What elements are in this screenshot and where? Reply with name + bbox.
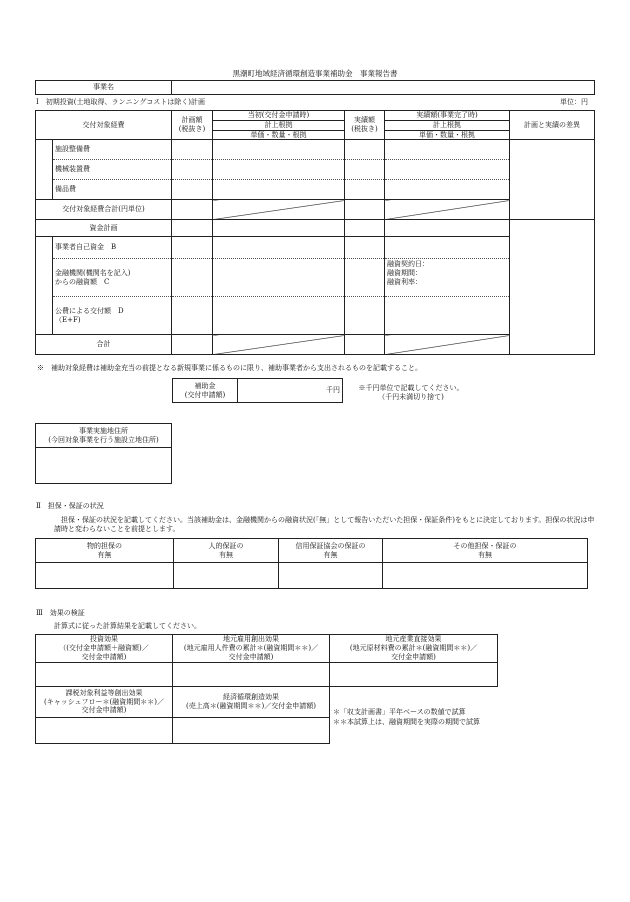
investment-plan-table: [35, 110, 595, 355]
actual-amount-equipment[interactable]: [345, 180, 385, 200]
plan-funding-basis-cell: [213, 220, 345, 237]
business-name-label: 事業名: [36, 81, 172, 95]
funding-public: 公費による交付額 D （E+F): [53, 297, 172, 335]
expense-indent-cell: [36, 140, 53, 200]
collateral-guarantee-header: 信用保証協会の保証の 有無: [279, 539, 383, 563]
industry-effect-field[interactable]: [330, 663, 498, 687]
expense-note: ※ 補助対象経費は補助金充当の前提となる新規事業に係るものに限り、補助事業者から支出されるものを記載すること。: [37, 364, 422, 372]
plan-funding-public[interactable]: [172, 297, 213, 335]
funding-heading: 資金計画: [36, 220, 172, 237]
section1-heading: Ⅰ 初期投資(土地取得、ランニングコストは除く)計画: [36, 98, 205, 106]
actual-subtotal-diagonal: [385, 200, 510, 220]
col-plan-basis-detail: 単価・数量・根拠: [213, 130, 345, 140]
col-plan-basis-header: 計上根拠: [213, 120, 345, 130]
unit-label: 単位：円: [560, 98, 588, 106]
plan-basis-self[interactable]: [213, 237, 345, 259]
collateral-guarantee-field[interactable]: [279, 563, 383, 589]
section2-description: 担保・保証の状況を記載してください。当該補助金は、金融機関からの融資状況(「無」として報告いただいた担保・保証条件)をもとに決定しております。担保の状況は申請時と変わらないことを前提とします。: [54, 516, 595, 534]
subsidy-table: [172, 378, 343, 403]
actual-total[interactable]: [345, 335, 385, 355]
col-plan-group-header: 当初(交付金申請時): [213, 111, 345, 121]
collateral-personal-header: 人的保証の 有無: [174, 539, 279, 563]
plan-amount-facility[interactable]: [172, 140, 213, 160]
business-name-field[interactable]: [172, 81, 595, 95]
col-actual-group-header: 実績額(事業完了時): [385, 111, 510, 121]
plan-total[interactable]: [172, 335, 213, 355]
site-address-field[interactable]: [36, 448, 172, 484]
economic-cycle-effect-header: 経済循環創造効果 (売上高＊(融資期間＊＊)／交付金申請額): [173, 687, 330, 718]
collateral-table: [35, 538, 588, 589]
actual-subtotal[interactable]: [345, 200, 385, 220]
total-label: 合計: [36, 335, 172, 355]
funding-bank: 金融機関(機関名を記入) からの融資額 C: [53, 259, 172, 297]
actual-basis-machinery[interactable]: [385, 160, 510, 180]
funding-self: 事業者自己資金 B: [53, 237, 172, 259]
funding-indent-cell: [36, 237, 53, 335]
actual-funding-heading-cell: [345, 220, 385, 237]
site-address-label: 事業実施地住所 (今回対象事業を行う施設立地住所): [36, 424, 172, 448]
col-actual-basis-header: 計上根拠: [385, 120, 510, 130]
plan-basis-bank[interactable]: [213, 259, 345, 297]
actual-funding-bank[interactable]: [345, 259, 385, 297]
loan-info[interactable]: 融資契約日： 融資期間： 融資利率：: [385, 259, 510, 297]
actual-funding-public[interactable]: [345, 297, 385, 335]
plan-funding-heading-cell: [172, 220, 213, 237]
actual-amount-machinery[interactable]: [345, 160, 385, 180]
col-plan-amount-header: 計画額 (税抜き): [172, 111, 213, 140]
effects-table-top: [35, 634, 498, 687]
actual-basis-equipment[interactable]: [385, 180, 510, 200]
actual-basis-self[interactable]: [385, 237, 510, 259]
subsidy-note: ※千円単位で記載してください。 （千円未満切り捨て): [358, 384, 464, 401]
collateral-physical-field[interactable]: [36, 563, 174, 589]
subsidy-amount-field[interactable]: [238, 379, 343, 403]
plan-basis-facility[interactable]: [213, 140, 345, 160]
taxable-profit-effect-field[interactable]: [36, 718, 173, 744]
subsidy-unit: 千円: [326, 386, 340, 395]
col-item-header: 交付対象経費: [36, 111, 172, 140]
economic-cycle-effect-field[interactable]: [173, 718, 330, 744]
plan-subtotal[interactable]: [172, 200, 213, 220]
section3-description: 計算式に従った計算結果を記載してください。: [54, 622, 201, 630]
site-address-table: [35, 423, 172, 484]
plan-total-diagonal: [213, 335, 345, 355]
col-diff-header: 計画と実績の差異: [510, 111, 595, 140]
effects-notes: ＊「収支計画書」平年ベースの数値で試算 ＊＊本試算上は、融資期間を実際の期間で試算: [333, 708, 480, 726]
effects-table-bottom: [35, 686, 330, 744]
subsidy-label: 補助金 (交付申請額): [173, 379, 238, 403]
actual-basis-public[interactable]: [385, 297, 510, 335]
collateral-other-header: その他担保・保証の 有無: [383, 539, 588, 563]
plan-basis-equipment[interactable]: [213, 180, 345, 200]
plan-amount-machinery[interactable]: [172, 160, 213, 180]
investment-effect-header: 投資効果 （(交付金申請額＋融資額)／ 交付金申請額): [36, 635, 173, 663]
subtotal-label: 交付対象経費合計(円単位): [36, 200, 172, 220]
expense-row-facility: 施設整備費: [53, 140, 172, 160]
expense-row-machinery: 機械装置費: [53, 160, 172, 180]
collateral-personal-field[interactable]: [174, 563, 279, 589]
plan-amount-equipment[interactable]: [172, 180, 213, 200]
plan-subtotal-diagonal: [213, 200, 345, 220]
section3-heading: Ⅲ 効果の検証: [36, 609, 85, 617]
actual-total-diagonal: [385, 335, 510, 355]
col-actual-basis-detail: 単価・数量・根拠: [385, 130, 510, 140]
plan-funding-bank[interactable]: [172, 259, 213, 297]
taxable-profit-effect-header: 課税対象利益等創出効果 (キャッシュフロー＊(融資期間＊＊)／ 交付金申請額): [36, 687, 173, 718]
industry-effect-header: 地元産業直接効果 (地元原材料費の累計＊(融資期間＊＊)／ 交付金申請額): [330, 635, 498, 663]
section2-heading: Ⅱ 担保・保証の状況: [36, 502, 104, 510]
actual-amount-facility[interactable]: [345, 140, 385, 160]
actual-basis-facility[interactable]: [385, 140, 510, 160]
actual-funding-basis-cell: [385, 220, 510, 237]
document-title: 黒潮町地域経済循環創造事業補助金 事業報告書: [232, 69, 398, 78]
employment-effect-header: 地元雇用創出効果 (地元雇用人件費の累計＊(融資期間＊＊)／ 交付金申請額): [173, 635, 330, 663]
collateral-other-field[interactable]: [383, 563, 588, 589]
plan-funding-self[interactable]: [172, 237, 213, 259]
diff-expenses[interactable]: [510, 140, 595, 220]
employment-effect-field[interactable]: [173, 663, 330, 687]
col-actual-amount-header: 実績額 (税抜き): [345, 111, 385, 140]
business-name-table: [35, 80, 595, 95]
expense-row-equipment: 備品費: [53, 180, 172, 200]
collateral-physical-header: 物的担保の 有無: [36, 539, 174, 563]
plan-basis-machinery[interactable]: [213, 160, 345, 180]
plan-basis-public[interactable]: [213, 297, 345, 335]
investment-effect-field[interactable]: [36, 663, 173, 687]
actual-funding-self[interactable]: [345, 237, 385, 259]
diff-funding[interactable]: [510, 220, 595, 355]
